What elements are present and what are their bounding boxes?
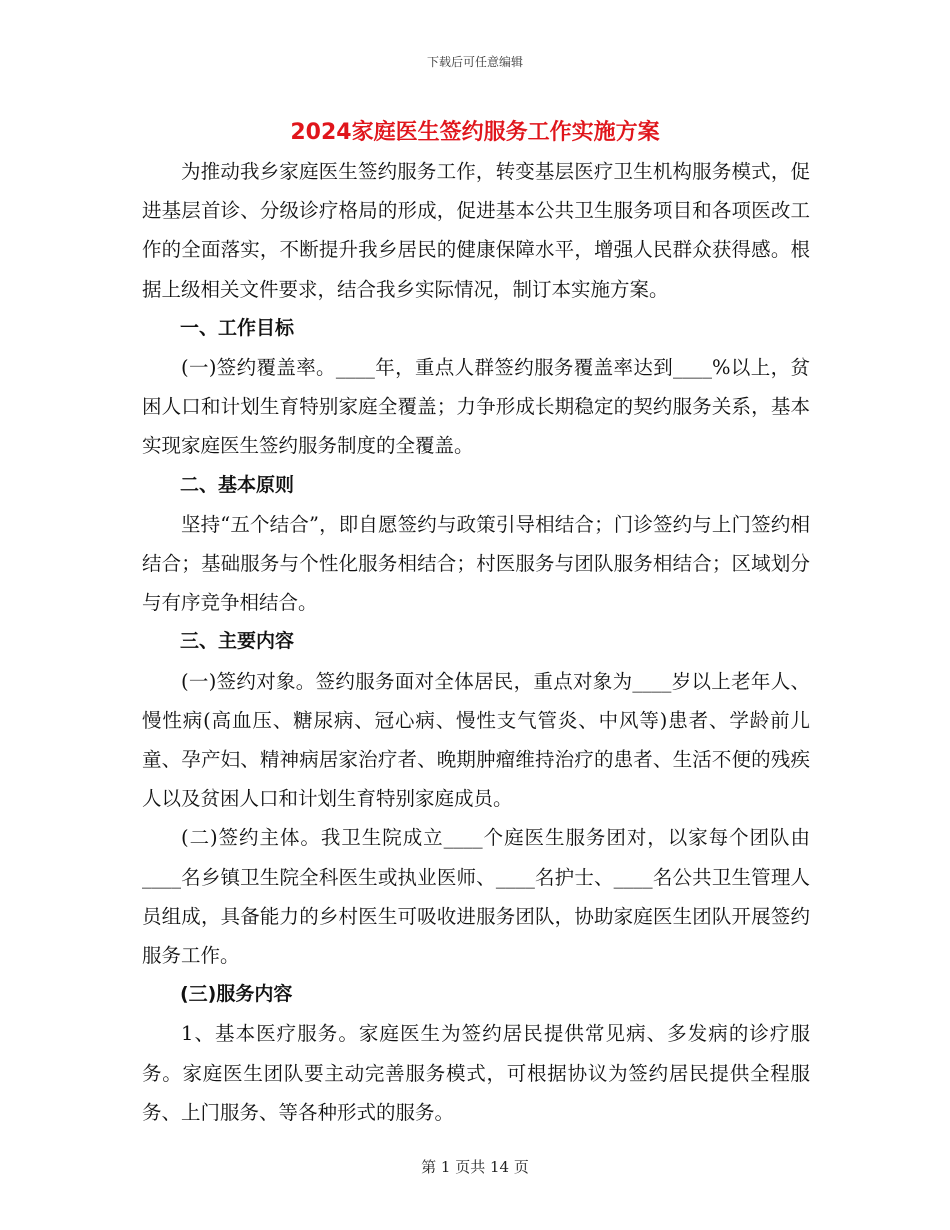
section-heading-principles: 二、基本原则 (180, 473, 295, 496)
document-body (142, 152, 810, 1132)
paragraph-teams: (二)签约主体。我卫生院成立____个庭医生服务团对，以家每个团队由____名乡镇卫生院全科医生或执业医师、____名护士、____名公共卫生管理人员组成，具备能力的乡村医生可吸收进服务团队，协助家庭医生团队开展签约服务工作。 (142, 826, 810, 968)
page-footer: 第 1 页共 14 页 (421, 1158, 529, 1176)
paragraph-principles: 坚持“五个结合”，即自愿签约与政策引导相结合；门诊签约与上门签约相结合；基础服务与个性化服务相结合；村医服务与团队服务相结合；区域划分与有序竞争相结合。 (142, 512, 810, 615)
paragraph-coverage: (一)签约覆盖率。____年，重点人群签约服务覆盖率达到____%以上，贫困人口和计划生育特别家庭全覆盖；力争形成长期稳定的契约服务关系，基本实现家庭医生签约服务制度的全覆盖。 (142, 356, 810, 458)
subsection-heading-services: (三)服务内容 (180, 983, 293, 1006)
page-header: 下载后可任意编辑 (426, 55, 523, 69)
section-heading-goals: 一、工作目标 (180, 316, 295, 339)
paragraph-basic-medical: 1、基本医疗服务。家庭医生为签约居民提供常见病、多发病的诊疗服务。家庭医生团队要主动完善服务模式，可根据协议为签约居民提供全程服务、上门服务、等各种形式的服务。 (142, 1022, 810, 1124)
document-title: 2024家庭医生签约服务工作实施方案 (290, 120, 660, 145)
section-heading-content: 三、主要内容 (180, 630, 295, 653)
intro-paragraph: 为推动我乡家庭医生签约服务工作，转变基层医疗卫生机构服务模式，促进基层首诊、分级诊疗格局的形成，促进基本公共卫生服务项目和各项医改工作的全面落实，不断提升我乡居民的健康保障水平，增强人民群众获得感。根据上级相关文件要求，结合我乡实际情况，制订本实施方案。 (142, 160, 810, 301)
paragraph-targets: (一)签约对象。签约服务面对全体居民，重点对象为____岁以上老年人、慢性病(高血压、糖尿病、冠心病、慢性支气管炎、中风等)患者、学龄前儿童、孕产妇、精神病居家治疗者、晚期肿瘤维持治疗的患者、生活不便的残疾人以及贫困人口和计划生育特别家庭成员。 (142, 669, 810, 811)
